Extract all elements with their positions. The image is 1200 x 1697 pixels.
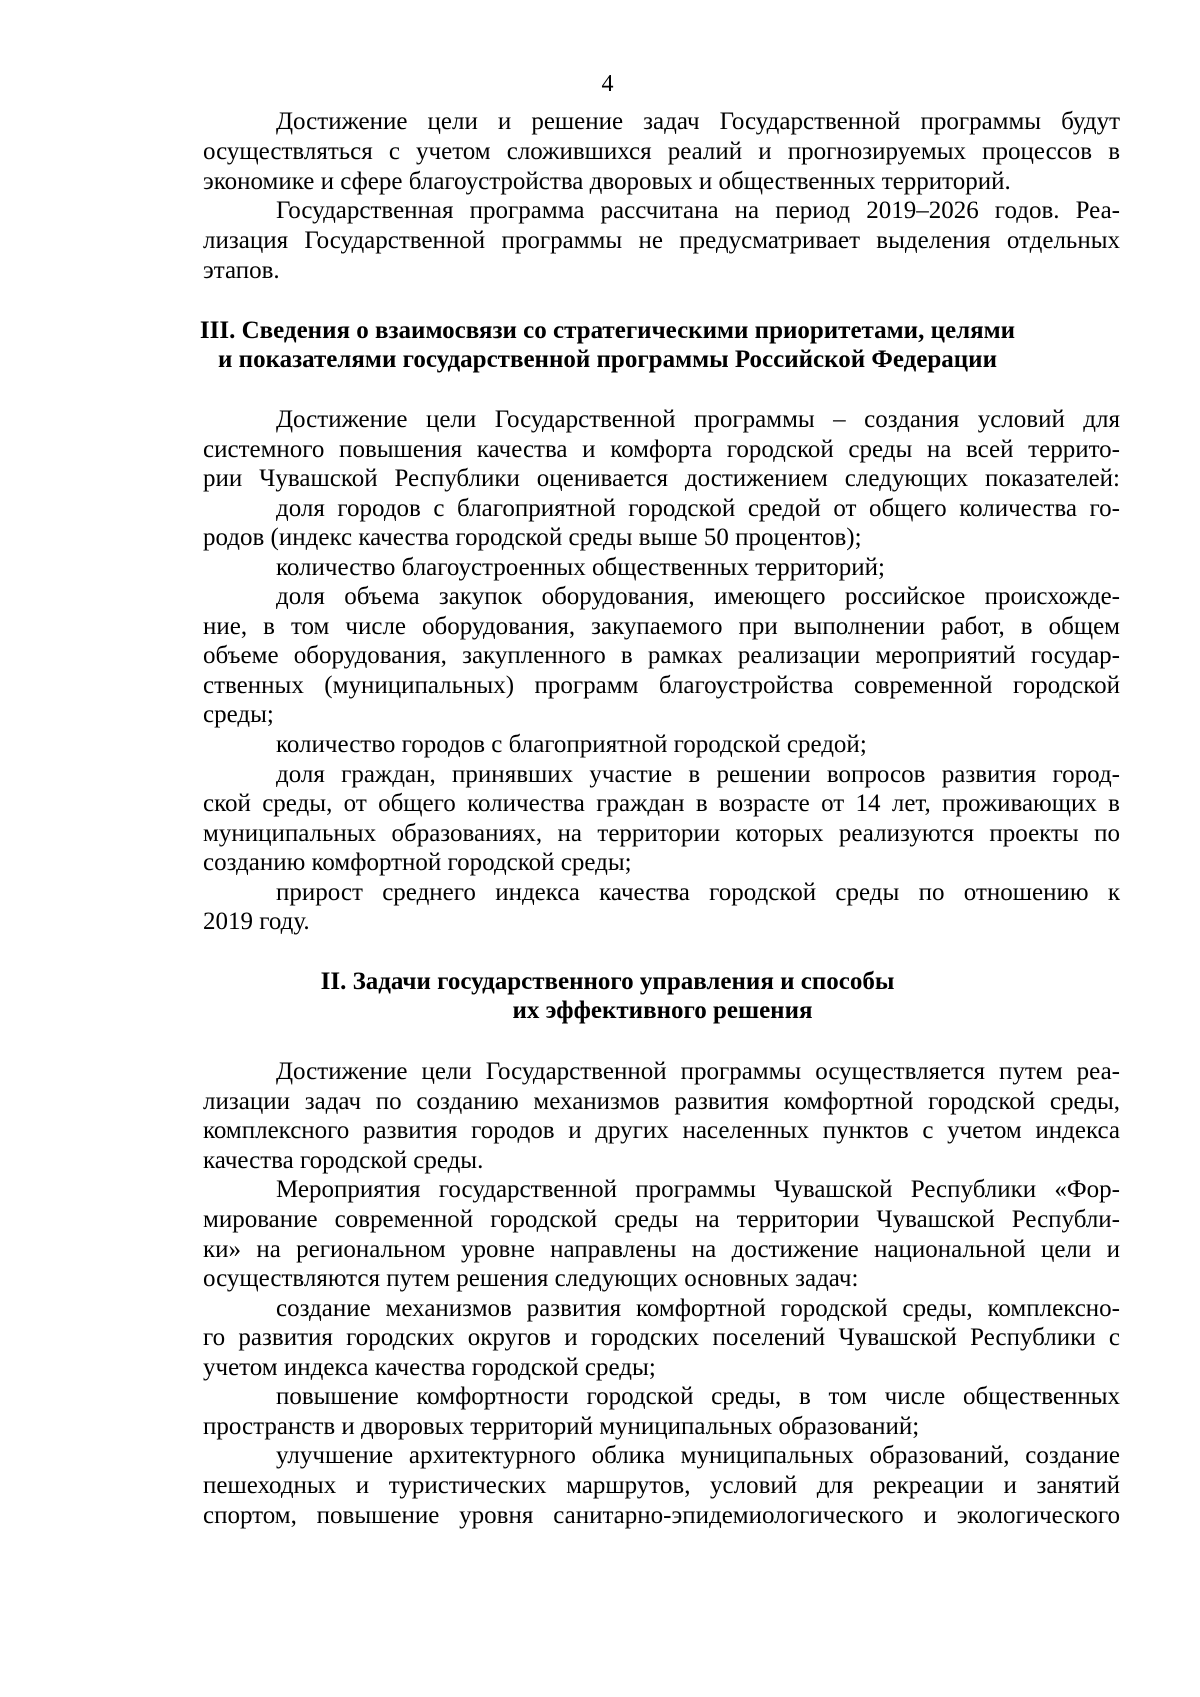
text-line: доля граждан, принявших участие в решении вопросов развития город- xyxy=(276,761,1120,788)
text-line: этапов. xyxy=(203,257,280,284)
text-line: Достижение цели Государственной программы осуществляется путем реа- xyxy=(276,1058,1120,1085)
text-line: Мероприятия государственной программы Чувашской Республики «Фор- xyxy=(276,1176,1120,1203)
text-line: лизации задач по созданию механизмов развития комфортной городской среды, xyxy=(203,1088,1120,1115)
text-line: спортом, повышение уровня санитарно-эпидемиологического и экологического xyxy=(203,1502,1120,1529)
text-line: го развития городских округов и городских поселений Чувашской Республики с xyxy=(203,1324,1120,1351)
text-line: ки» на региональном уровне направлены на достижение национальной цели и xyxy=(203,1236,1120,1263)
text-line: улучшение архитектурного облика муниципальных образований, создание xyxy=(276,1442,1120,1469)
text-line: создание механизмов развития комфортной городской среды, комплексно- xyxy=(276,1295,1120,1322)
text-line: осуществляются путем решения следующих основных задач: xyxy=(203,1265,859,1292)
section-heading: III. Сведения о взаимосвязи со стратегическими приоритетами, целями xyxy=(199,317,1016,344)
text-line: комплексного развития городов и других населенных пунктов с учетом индекса xyxy=(203,1117,1120,1144)
text-line: Достижение цели Государственной программы – создания условий для xyxy=(276,406,1120,433)
text-line: Достижение цели и решение задач Государственной программы будут xyxy=(276,108,1120,135)
text-line: учетом индекса качества городской среды; xyxy=(203,1354,656,1381)
text-line: среды; xyxy=(203,701,274,728)
text-line: прирост среднего индекса качества городской среды по отношению к xyxy=(276,879,1120,906)
text-line: созданию комфортной городской среды; xyxy=(203,849,632,876)
section-heading: II. Задачи государственного управления и способы xyxy=(320,968,895,995)
text-line: лизация Государственной программы не предусматривает выделения отдельных xyxy=(203,227,1120,254)
text-line: ственных (муниципальных) программ благоустройства современной городской xyxy=(203,672,1120,699)
page-number: 4 xyxy=(601,71,614,97)
text-line: системного повышения качества и комфорта городской среды на всей террито- xyxy=(203,436,1120,463)
text-line: муниципальных образованиях, на территории которых реализуются проекты по xyxy=(203,820,1120,847)
text-line: мирование современной городской среды на территории Чувашской Республи- xyxy=(203,1206,1120,1233)
text-line: объеме оборудования, закупленного в рамках реализации мероприятий государ- xyxy=(203,642,1120,669)
text-line: пространств и дворовых территорий муниципальных образований; xyxy=(203,1413,920,1440)
text-line: Государственная программа рассчитана на период 2019–2026 годов. Реа- xyxy=(276,197,1120,224)
text-line: экономике и сфере благоустройства дворовых и общественных территорий. xyxy=(203,168,1011,195)
text-line: ние, в том числе оборудования, закупаемого при выполнении работ, в общем xyxy=(203,613,1120,640)
text-line: количество городов с благоприятной городской средой; xyxy=(276,731,867,758)
text-line: пешеходных и туристических маршрутов, условий для рекреации и занятий xyxy=(203,1472,1120,1499)
text-line: ской среды, от общего количества граждан в возрасте от 14 лет, проживающих в xyxy=(203,790,1120,817)
text-line: родов (индекс качества городской среды выше 50 процентов); xyxy=(203,524,862,551)
text-line: доля объема закупок оборудования, имеющего российское происхожде- xyxy=(276,583,1120,610)
text-line: количество благоустроенных общественных территорий; xyxy=(276,554,885,581)
section-heading: и показателями государственной программы Российской Федерации xyxy=(218,346,997,373)
text-line: осуществляться с учетом сложившихся реалий и прогнозируемых процессов в xyxy=(203,138,1120,165)
section-heading: их эффективного решения xyxy=(512,997,813,1024)
text-line: качества городской среды. xyxy=(203,1147,484,1174)
text-line: доля городов с благоприятной городской средой от общего количества го- xyxy=(276,495,1120,522)
text-line: 2019 году. xyxy=(203,908,310,935)
text-line: рии Чувашской Республики оценивается достижением следующих показателей: xyxy=(203,465,1120,492)
text-line: повышение комфортности городской среды, в том числе общественных xyxy=(276,1383,1120,1410)
